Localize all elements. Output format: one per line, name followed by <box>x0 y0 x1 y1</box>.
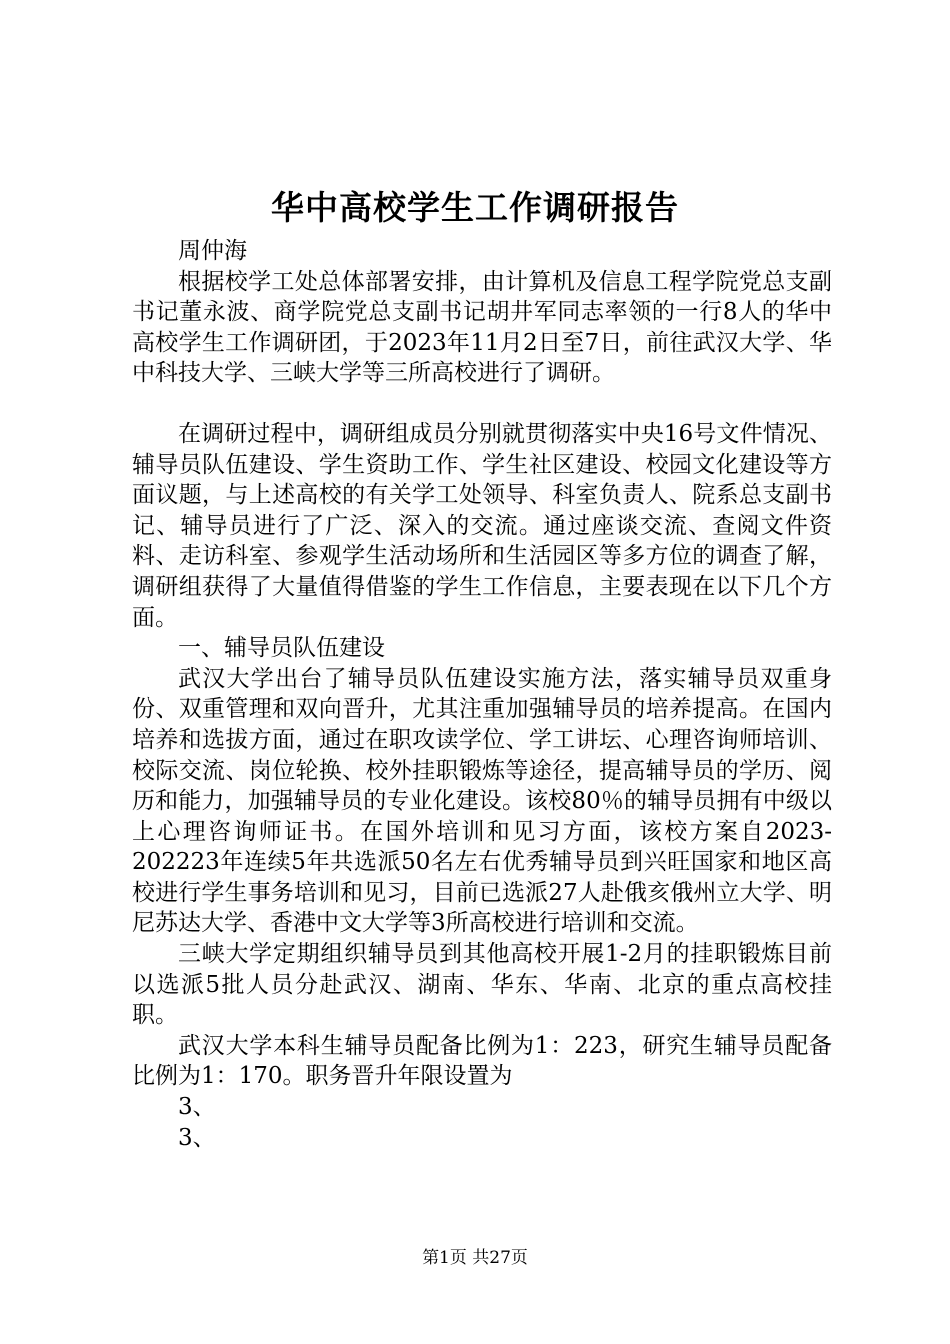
document-title: 华中高校学生工作调研报告 <box>271 188 679 227</box>
section-heading: 一、辅导员队伍建设 <box>178 635 385 662</box>
paragraph-whu-counselors: 武汉大学出台了辅导员队伍建设实施方法，落实辅导员双重身份、双重管理和双向晋升，尤其注重加强辅导员的培养提高。在国内培养和选拔方面，通过在职攻读学位、学工讲坛、心理咨询师培训、校际交流、岗位轮换、校外挂职锻炼等途径，提高辅导员的学历、阅历和能力，加强辅导员的专业化建设。该校80％的辅导员拥有中级以上心理咨询师证书。在国外培训和见习方面，该校方案自2023-202223年连续5年共选派50名左右优秀辅导员到兴旺国家和地区高校进行学生事务培训和见习，目前已选派27人赴俄亥俄州立大学、明尼苏达大学、香港中文大学等3所高校进行培训和交流。 <box>132 665 832 937</box>
author-line: 周仲海 <box>178 238 247 264</box>
list-item: 3、 <box>178 1094 216 1121</box>
paragraph-intro: 根据校学工处总体部署安排，由计算机及信息工程学院党总支副书记董永波、商学院党总支副书记胡井军同志率领的一行8人的华中高校学生工作调研团，于2023年11月2日至7日，前往武汉大学、华中科技大学、三峡大学等三所高校进行了调研。 <box>132 268 832 387</box>
list-item: 3、 <box>178 1124 216 1151</box>
page-number: 第1页 共27页 <box>422 1248 528 1268</box>
paragraph-ctgu: 三峡大学定期组织辅导员到其他高校开展1-2月的挂职锻炼目前以选派5批人员分赴武汉、湖南、华东、华南、北京的重点高校挂职。 <box>132 941 832 1029</box>
paragraph-process: 在调研过程中，调研组成员分别就贯彻落实中央16号文件情况、辅导员队伍建设、学生资助工作、学生社区建设、校园文化建设等方面议题，与上述高校的有关学工处领导、科室负责人、院系总支副书记、辅导员进行了广泛、深入的交流。通过座谈交流、查阅文件资料、走访科室、参观学生活动场所和生活园区等多方位的调查了解，调研组获得了大量值得借鉴的学生工作信息，主要表现在以下几个方面。 <box>132 420 832 631</box>
paragraph-ratio: 武汉大学本科生辅导员配备比例为1：223，研究生辅导员配备比例为1：170。职务晋升年限设置为 <box>132 1032 832 1090</box>
document-body <box>132 236 832 1153</box>
